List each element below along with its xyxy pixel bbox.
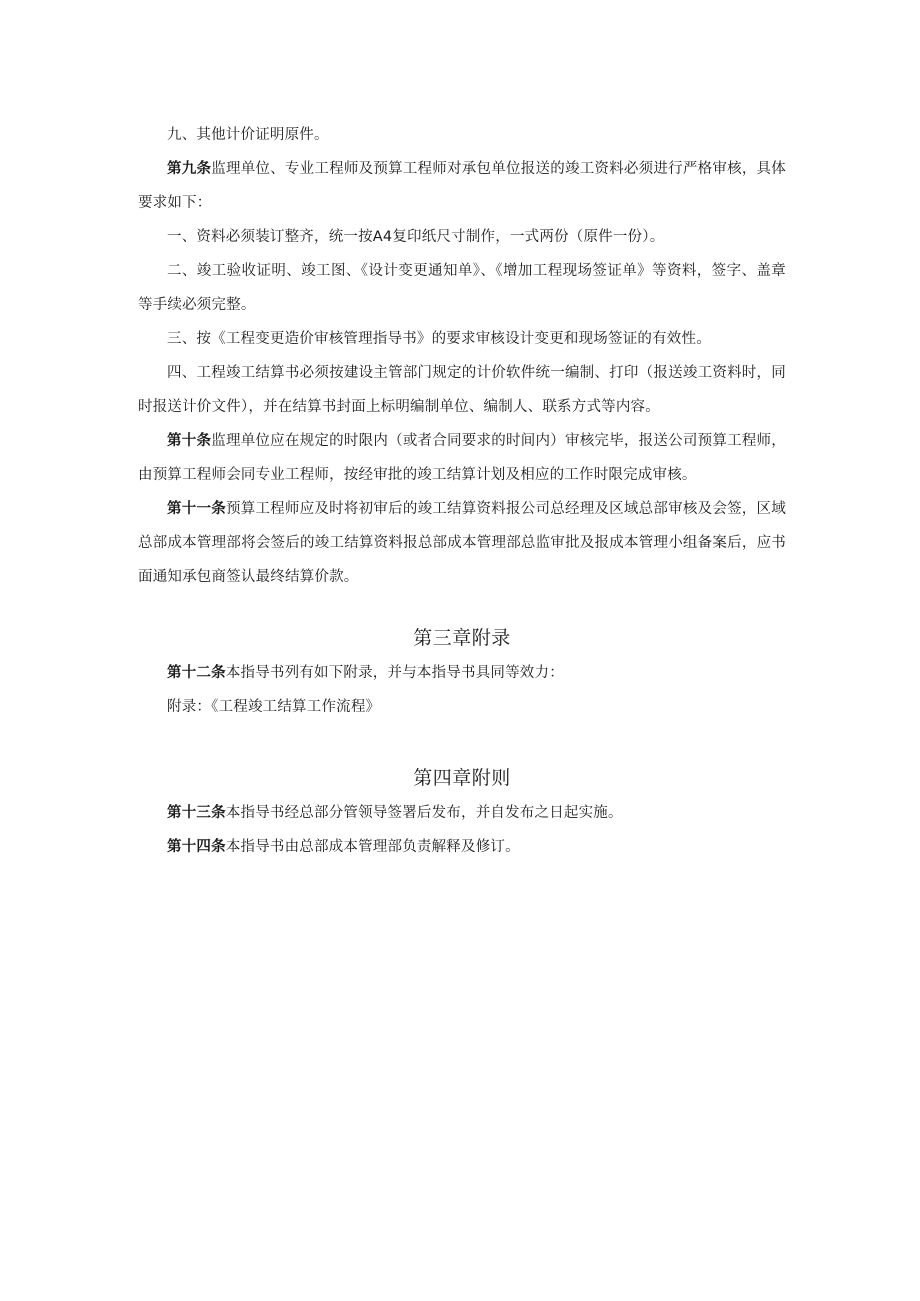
- document-page: [138, 118, 786, 864]
- article-9-label: 第九条: [167, 161, 212, 177]
- article-10-label: 第十条: [167, 433, 212, 449]
- article-13-paragraph: [138, 796, 786, 830]
- article-14-paragraph: [138, 830, 786, 864]
- article-13-text: 本指导书经总部分管领导签署后发布，并自发布之日起实施。: [225, 805, 623, 821]
- appendix-line: 附录：《工程竣工结算工作流程》: [167, 699, 381, 715]
- article-9-paragraph: [138, 152, 786, 220]
- article-14-label: 第十四条: [167, 839, 226, 855]
- requirement-1-paragraph: 一、资料必须装订整齐，统一按A4复印纸尺寸制作，一式两份（原件一份）。: [167, 229, 665, 245]
- article-11-label: 第十一条: [167, 501, 226, 517]
- requirement-2-paragraph: 二、竣工验收证明、竣工图、《设计变更通知单》、《增加工程现场签证单》等资料，签字、盖章等手续必须完整。: [138, 263, 786, 313]
- article-10-text: 监理单位应在规定的时限内（或者合同要求的时间内）审核完毕，报送公司预算工程师，由预算工程师会同专业工程师，按经审批的竣工结算计划及相应的工作时限完成审核。: [138, 433, 786, 483]
- requirement-3-paragraph: 三、按《工程变更造价审核管理指导书》的要求审核设计变更和现场签证的有效性。: [167, 331, 711, 347]
- article-13-label: 第十三条: [167, 805, 226, 821]
- article-12-label: 第十二条: [167, 665, 226, 681]
- article-14-text: 本指导书由总部成本管理部负责解释及修订。: [225, 839, 520, 855]
- article-11-text: 预算工程师应及时将初审后的竣工结算资料报公司总经理及区域总部审核及会签，区域总部成本管理部将会签后的竣工结算资料报总部成本管理部总监审批及报成本管理小组备案后，应书面通知承包商签认最终结算价款。: [138, 501, 786, 585]
- article-11-paragraph: [138, 492, 786, 594]
- article-10-paragraph: [138, 424, 786, 492]
- item-9-paragraph: 九、其他计价证明原件。: [167, 127, 329, 143]
- chapter-3-heading: 第三章附录: [413, 627, 511, 649]
- chapter-4-heading: 第四章附则: [413, 767, 511, 789]
- article-12-paragraph: [138, 656, 786, 690]
- article-12-text: 本指导书列有如下附录，并与本指导书具同等效力：: [225, 665, 564, 681]
- requirement-4-paragraph: 四、工程竣工结算书必须按建设主管部门规定的计价软件统一编制、打印（报送竣工资料时，同时报送计价文件），并在结算书封面上标明编制单位、编制人、联系方式等内容。: [138, 365, 786, 415]
- article-9-text: 监理单位、专业工程师及预算工程师对承包单位报送的竣工资料必须进行严格审核，具体要求如下：: [138, 161, 786, 211]
